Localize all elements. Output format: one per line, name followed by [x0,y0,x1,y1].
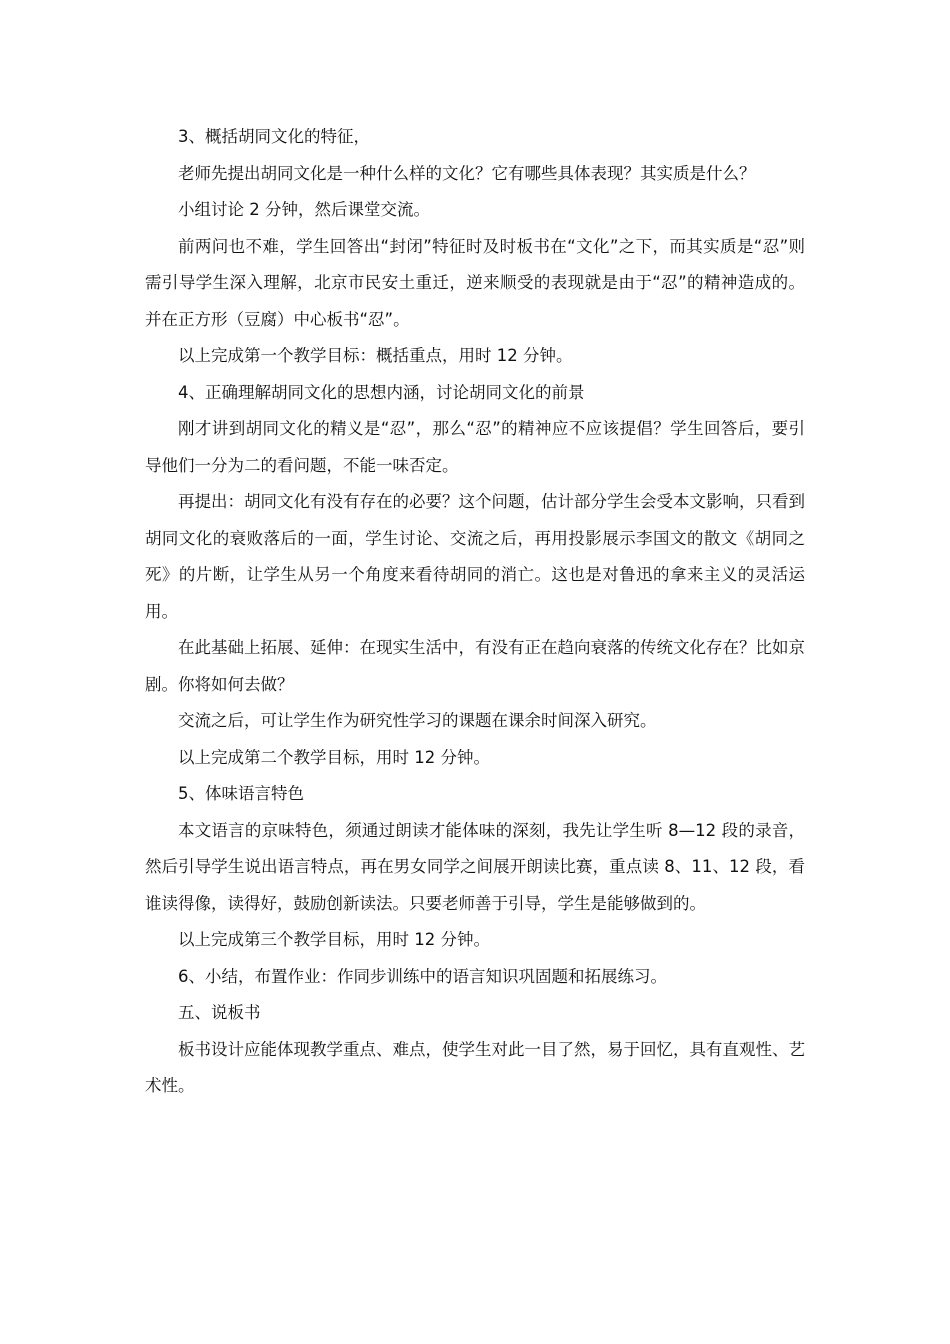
paragraph: 小组讨论 2 分钟，然后课堂交流。 [178,200,430,219]
paragraph: 再提出：胡同文化有没有存在的必要？这个问题，估计部分学生会受本文影响，只看到胡同文化的衰败落后的一面，学生讨论、交流之后，再用投影展示李国文的散文《胡同之死》的片断，让学生从另一个角度来看待胡同的消亡。这也是对鲁迅的拿来主义的灵活运用。 [145,492,805,621]
section-heading-board-writing: 五、说板书 [178,1003,261,1022]
paragraph-section-4-heading: 4、正确理解胡同文化的思想内涵，讨论胡同文化的前景 [178,382,585,402]
document-body [145,119,805,1105]
paragraph-section-3-heading: 3、概括胡同文化的特征， [178,127,370,146]
paragraph: 前两问也不难，学生回答出“封闭”特征时及时板书在“文化”之下，而其实质是“忍”则需引导学生深入理解，北京市民安土重迁，逆来顺受的表现就是由于“忍”的精神造成的。并在正方形（豆腐）中心板书“忍”。 [145,236,805,329]
paragraph: 以上完成第三个教学目标，用时 12 分钟。 [178,930,490,949]
paragraph: 交流之后，可让学生作为研究性学习的课题在课余时间深入研究。 [178,711,657,730]
paragraph: 以上完成第二个教学目标，用时 12 分钟。 [178,747,490,767]
paragraph: 以上完成第一个教学目标：概括重点，用时 12 分钟。 [178,346,573,365]
paragraph: 本文语言的京味特色，须通过朗读才能体味的深刻，我先让学生听 8—12 段的录音，然后引导学生说出语言特点，再在男女同学之间展开朗读比赛，重点读 8、11、12 段，看谁读得像，读得好，鼓励创新读法。只要老师善于引导，学生是能够做到的。 [145,820,805,913]
paragraph: 老师先提出胡同文化是一种什么样的文化？它有哪些具体表现？其实质是什么？ [178,163,756,183]
paragraph-section-6-heading: 6、小结，布置作业：作同步训练中的语言知识巩固题和拓展练习。 [178,966,667,986]
paragraph-section-5-heading: 5、体味语言特色 [178,784,304,803]
paragraph: 板书设计应能体现教学重点、难点，使学生对此一目了然，易于回忆，具有直观性、艺术性。 [145,1039,805,1095]
paragraph: 在此基础上拓展、延伸：在现实生活中，有没有正在趋向衰落的传统文化存在？比如京剧。你将如何去做？ [145,638,805,694]
paragraph: 刚才讲到胡同文化的精义是“忍”，那么“忍”的精神应不应该提倡？学生回答后，要引导他们一分为二的看问题，不能一味否定。 [145,419,805,475]
